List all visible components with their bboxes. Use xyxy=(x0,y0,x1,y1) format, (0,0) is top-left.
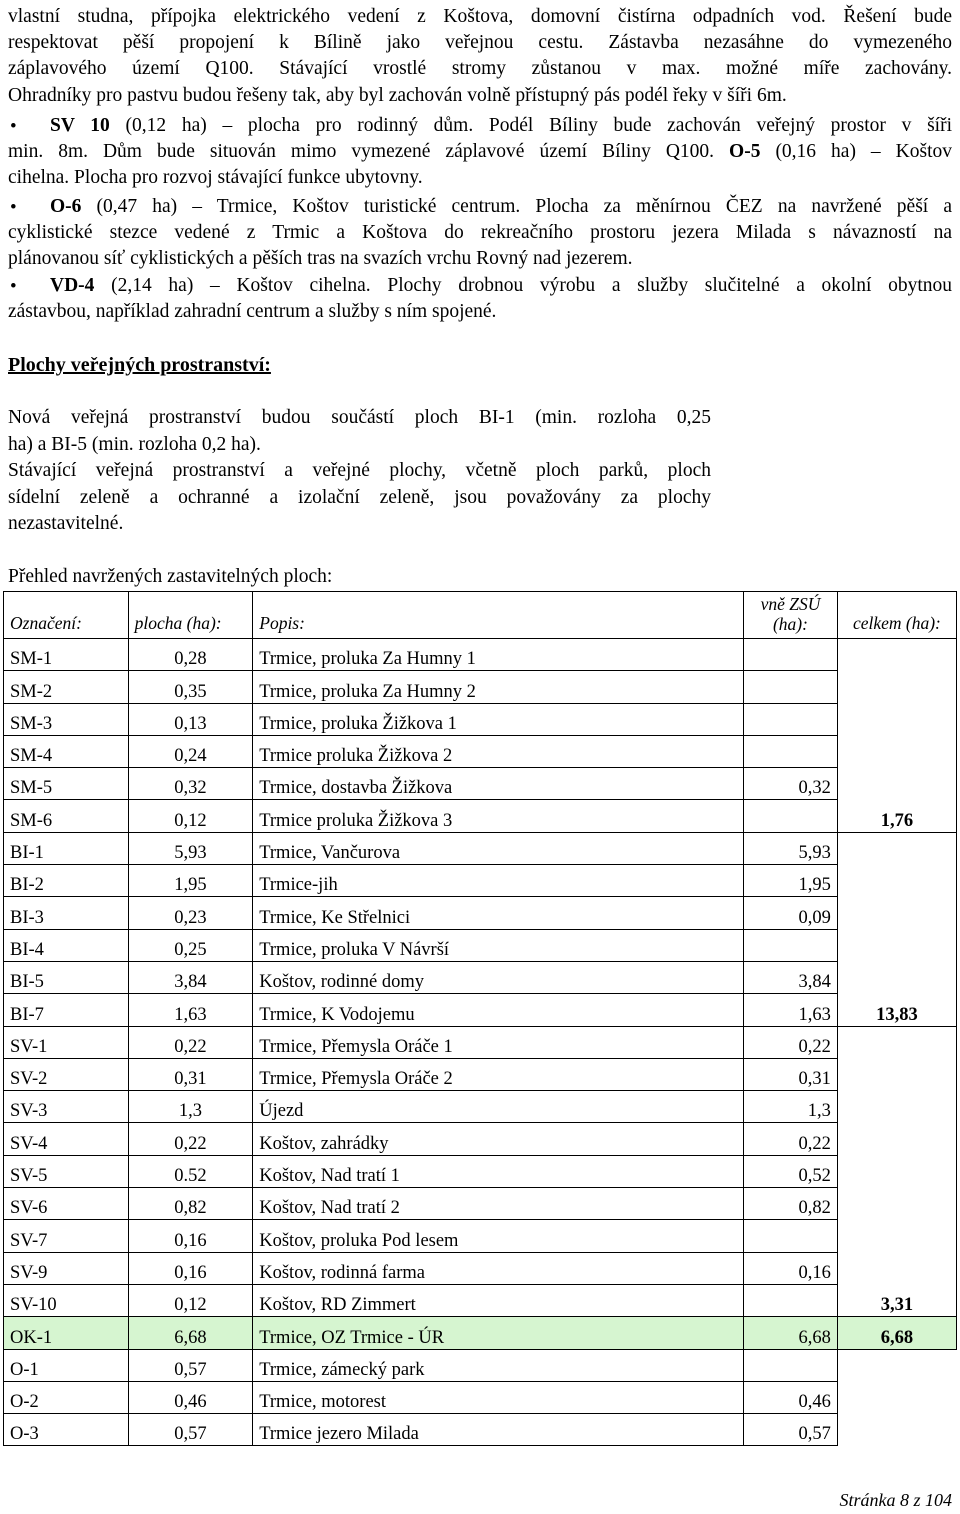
cell-outside xyxy=(744,735,838,767)
cell-code: BI-2 xyxy=(4,865,129,897)
cell-desc: Koštov, proluka Pod lesem xyxy=(253,1220,744,1252)
cell-area: 0.52 xyxy=(128,1155,253,1187)
bullet-o6-line-2: cyklistické stezce vedené z Trmic a Koštova do rekreačního prostoru jezera Milada s návazností na xyxy=(8,222,952,243)
table-row xyxy=(4,703,957,735)
section-heading: Plochy veřejných prostranství: xyxy=(8,354,271,376)
cell-outside xyxy=(744,639,838,671)
table-row xyxy=(4,832,957,864)
cell-outside: 3,84 xyxy=(744,961,838,993)
bullet-vd4-line-1 xyxy=(50,273,952,299)
sv10-text-1: (0,12 ha) – plocha pro rodinný dům. Podél Bíliny bude zachován veřejný prostor v šíři xyxy=(109,115,953,136)
cell-area: 0,25 xyxy=(128,929,253,961)
o6-code: O-6 xyxy=(50,196,82,217)
page-number: Stránka 8 z 104 xyxy=(839,1490,952,1510)
cell-code: SV-4 xyxy=(4,1123,129,1155)
o5-text: (0,16 ha) – Koštov xyxy=(760,141,953,162)
cell-code: O-2 xyxy=(4,1381,129,1413)
cell-code: SM-1 xyxy=(4,639,129,671)
cell-total xyxy=(837,1091,956,1123)
cell-area: 0,57 xyxy=(128,1349,253,1381)
cell-outside: 0,32 xyxy=(744,768,838,800)
cell-desc: Trmice, zámecký park xyxy=(253,1349,744,1381)
cell-desc: Koštov, Nad tratí 2 xyxy=(253,1188,744,1220)
cell-total xyxy=(837,1381,956,1413)
cell-code: SV-10 xyxy=(4,1284,129,1316)
public-spaces-p2-line-2: sídelní zeleně a ochranné a izolační zeleně, jsou považovány za plochy xyxy=(8,487,711,508)
table-row xyxy=(4,1058,957,1090)
cell-desc: Trmice, OZ Trmice - ÚR xyxy=(253,1317,744,1349)
cell-area: 3,84 xyxy=(128,961,253,993)
cell-area: 6,68 xyxy=(128,1317,253,1349)
cell-total xyxy=(837,1123,956,1155)
cell-code: SV-7 xyxy=(4,1220,129,1252)
header-code: Označení: xyxy=(4,592,129,639)
cell-area: 5,93 xyxy=(128,832,253,864)
public-spaces-p2-line-3: nezastavitelné. xyxy=(8,513,124,534)
cell-code: SM-3 xyxy=(4,703,129,735)
cell-area: 0,13 xyxy=(128,703,253,735)
cell-total xyxy=(837,1026,956,1058)
cell-area: 0,12 xyxy=(128,1284,253,1316)
cell-desc: Koštov, rodinná farma xyxy=(253,1252,744,1284)
table-row xyxy=(4,1091,957,1123)
cell-code: BI-3 xyxy=(4,897,129,929)
cell-outside xyxy=(744,1284,838,1316)
cell-code: O-3 xyxy=(4,1414,129,1446)
cell-area: 0,22 xyxy=(128,1026,253,1058)
cell-desc: Trmice, Přemysla Oráče 2 xyxy=(253,1058,744,1090)
bullet-vd4-line-2: zástavbou, například zahradní centrum a služby s ním spojené. xyxy=(8,301,497,322)
cell-area: 0,28 xyxy=(128,639,253,671)
bullet-symbol: • xyxy=(10,116,17,137)
cell-desc: Trmice, K Vodojemu xyxy=(253,994,744,1026)
cell-outside: 0,52 xyxy=(744,1155,838,1187)
cell-total xyxy=(837,1220,956,1252)
table-row xyxy=(4,1414,957,1446)
sv10-code: SV 10 xyxy=(50,115,110,136)
cell-code: O-1 xyxy=(4,1349,129,1381)
cell-area: 1,95 xyxy=(128,865,253,897)
cell-desc: Koštov, rodinné domy xyxy=(253,961,744,993)
cell-code: SV-9 xyxy=(4,1252,129,1284)
cell-area: 0,82 xyxy=(128,1188,253,1220)
cell-total xyxy=(837,735,956,767)
cell-total xyxy=(837,768,956,800)
table-row xyxy=(4,800,957,832)
cell-area: 0,22 xyxy=(128,1123,253,1155)
cell-desc: Trmice, Vančurova xyxy=(253,832,744,864)
cell-total xyxy=(837,961,956,993)
cell-outside: 0,22 xyxy=(744,1123,838,1155)
table-row xyxy=(4,639,957,671)
cell-area: 0,32 xyxy=(128,768,253,800)
intro-line-1: vlastní studna, přípojka elektrického vedení z Koštova, domovní čistírna odpadních vod. Řešení bude xyxy=(8,6,952,27)
cell-outside xyxy=(744,800,838,832)
cell-desc: Koštov, RD Zimmert xyxy=(253,1284,744,1316)
cell-desc: Trmice jezero Milada xyxy=(253,1414,744,1446)
cell-outside: 6,68 xyxy=(744,1317,838,1349)
cell-code: SV-1 xyxy=(4,1026,129,1058)
cell-area: 0,46 xyxy=(128,1381,253,1413)
table-row xyxy=(4,897,957,929)
cell-outside: 0,31 xyxy=(744,1058,838,1090)
cell-outside: 0,57 xyxy=(744,1414,838,1446)
cell-total xyxy=(837,1349,956,1381)
cell-code: SV-3 xyxy=(4,1091,129,1123)
cell-outside: 0,82 xyxy=(744,1188,838,1220)
cell-total: 6,68 xyxy=(837,1317,956,1349)
cell-area: 0,23 xyxy=(128,897,253,929)
cell-outside xyxy=(744,703,838,735)
table-header-row xyxy=(4,592,957,639)
cell-total xyxy=(837,671,956,703)
bullet-o6-line-1 xyxy=(50,194,952,220)
cell-code: SV-5 xyxy=(4,1155,129,1187)
cell-desc: Trmice, proluka V Návrší xyxy=(253,929,744,961)
vd4-code: VD-4 xyxy=(50,275,95,296)
public-spaces-p1-line-2: ha) a BI-5 (min. rozloha 0,2 ha). xyxy=(8,434,261,455)
cell-outside: 1,95 xyxy=(744,865,838,897)
header-outside: vně ZSÚ (ha): xyxy=(744,592,838,639)
cell-code: SM-5 xyxy=(4,768,129,800)
cell-outside: 5,93 xyxy=(744,832,838,864)
table-row xyxy=(4,1381,957,1413)
cell-area: 0,35 xyxy=(128,671,253,703)
sv10-text-2: min. 8m. Dům bude situován mimo vymezené záplavové území Bíliny Q100. xyxy=(8,141,730,162)
cell-outside: 0,09 xyxy=(744,897,838,929)
cell-code: SV-2 xyxy=(4,1058,129,1090)
table-row xyxy=(4,994,957,1026)
header-total: celkem (ha): xyxy=(837,592,956,639)
bullet-sv10-line-2 xyxy=(8,139,952,165)
o5-code: O-5 xyxy=(729,141,761,162)
cell-area: 0,16 xyxy=(128,1252,253,1284)
cell-total xyxy=(837,1188,956,1220)
header-desc: Popis: xyxy=(253,592,744,639)
cell-total xyxy=(837,639,956,671)
cell-total xyxy=(837,1414,956,1446)
cell-outside: 1,3 xyxy=(744,1091,838,1123)
table-row xyxy=(4,929,957,961)
cell-desc: Koštov, Nad tratí 1 xyxy=(253,1155,744,1187)
cell-desc: Trmice-jih xyxy=(253,865,744,897)
cell-total xyxy=(837,929,956,961)
cell-desc: Trmice, proluka Za Humny 2 xyxy=(253,671,744,703)
cell-area: 0,57 xyxy=(128,1414,253,1446)
intro-line-2: respektovat pěší propojení k Bílině jako veřejnou cestu. Zástavba nezasáhne do vymezeného xyxy=(8,32,952,53)
cell-outside xyxy=(744,1349,838,1381)
cell-outside: 0,22 xyxy=(744,1026,838,1058)
bullet-symbol: • xyxy=(10,197,17,218)
cell-desc: Trmice proluka Žižkova 2 xyxy=(253,735,744,767)
cell-total xyxy=(837,1058,956,1090)
cell-total xyxy=(837,832,956,864)
table-row xyxy=(4,768,957,800)
cell-area: 0,12 xyxy=(128,800,253,832)
bullet-symbol: • xyxy=(10,276,17,297)
cell-area: 0,16 xyxy=(128,1220,253,1252)
cell-outside: 1,63 xyxy=(744,994,838,1026)
cell-outside xyxy=(744,671,838,703)
cell-code: OK-1 xyxy=(4,1317,129,1349)
table-row xyxy=(4,1188,957,1220)
cell-total: 13,83 xyxy=(837,994,956,1026)
vd4-text-1: (2,14 ha) – Koštov cihelna. Plochy drobnou výrobu a služby slučitelné a okolní obytnou xyxy=(94,275,952,296)
cell-desc: Koštov, zahrádky xyxy=(253,1123,744,1155)
cell-code: BI-7 xyxy=(4,994,129,1026)
cell-code: BI-1 xyxy=(4,832,129,864)
public-spaces-p1-line-1: Nová veřejná prostranství budou součástí ploch BI-1 (min. rozloha 0,25 xyxy=(8,407,711,428)
table-caption: Přehled navržených zastavitelných ploch: xyxy=(8,566,333,587)
table-row xyxy=(4,1349,957,1381)
cell-code: SV-6 xyxy=(4,1188,129,1220)
cell-code: BI-4 xyxy=(4,929,129,961)
table-row xyxy=(4,1252,957,1284)
cell-desc: Trmice, Přemysla Oráče 1 xyxy=(253,1026,744,1058)
plots-table xyxy=(3,591,957,1446)
cell-total: 1,76 xyxy=(837,800,956,832)
cell-area: 1,63 xyxy=(128,994,253,1026)
cell-desc: Trmice, proluka Žižkova 1 xyxy=(253,703,744,735)
table-row xyxy=(4,735,957,767)
cell-desc: Trmice proluka Žižkova 3 xyxy=(253,800,744,832)
cell-total xyxy=(837,1155,956,1187)
table-row xyxy=(4,1220,957,1252)
table-row xyxy=(4,671,957,703)
cell-desc: Trmice, dostavba Žižkova xyxy=(253,768,744,800)
intro-line-4: Ohradníky pro pastvu budou řešeny tak, aby byl zachován volně přístupný pás podél řeky v šíři 6m. xyxy=(8,85,787,106)
table-row xyxy=(4,1284,957,1316)
cell-desc: Újezd xyxy=(253,1091,744,1123)
cell-outside: 0,16 xyxy=(744,1252,838,1284)
cell-outside xyxy=(744,929,838,961)
public-spaces-p2-line-1: Stávající veřejná prostranství a veřejné plochy, včetně ploch parků, ploch xyxy=(8,460,711,481)
table-row xyxy=(4,1317,957,1349)
cell-outside xyxy=(744,1220,838,1252)
table-row xyxy=(4,865,957,897)
bullet-sv10-line-3: cihelna. Plocha pro rozvoj stávající funkce ubytovny. xyxy=(8,167,423,188)
intro-line-3: záplavového území Q100. Stávající vrostlé stromy zůstanou v max. možné míře zachovány. xyxy=(8,58,952,79)
header-area: plocha (ha): xyxy=(128,592,253,639)
cell-desc: Trmice, Ke Střelnici xyxy=(253,897,744,929)
cell-total xyxy=(837,897,956,929)
cell-total: 3,31 xyxy=(837,1284,956,1316)
cell-total xyxy=(837,865,956,897)
cell-area: 0,31 xyxy=(128,1058,253,1090)
cell-total xyxy=(837,703,956,735)
cell-code: SM-2 xyxy=(4,671,129,703)
cell-area: 1,3 xyxy=(128,1091,253,1123)
table-row xyxy=(4,1155,957,1187)
cell-area: 0,24 xyxy=(128,735,253,767)
bullet-sv10-line-1 xyxy=(50,113,952,139)
cell-outside: 0,46 xyxy=(744,1381,838,1413)
cell-code: SM-6 xyxy=(4,800,129,832)
table-row xyxy=(4,1026,957,1058)
table-row xyxy=(4,1123,957,1155)
cell-desc: Trmice, motorest xyxy=(253,1381,744,1413)
cell-code: SM-4 xyxy=(4,735,129,767)
cell-desc: Trmice, proluka Za Humny 1 xyxy=(253,639,744,671)
table-row xyxy=(4,961,957,993)
cell-total xyxy=(837,1252,956,1284)
o6-text-1: (0,47 ha) – Trmice, Koštov turistické centrum. Plocha za měnírnou ČEZ na navržené pěší a xyxy=(81,196,952,217)
bullet-o6-line-3: plánovanou síť cyklistických a pěších tras na svazích vrchu Rovný nad jezerem. xyxy=(8,248,633,269)
cell-code: BI-5 xyxy=(4,961,129,993)
